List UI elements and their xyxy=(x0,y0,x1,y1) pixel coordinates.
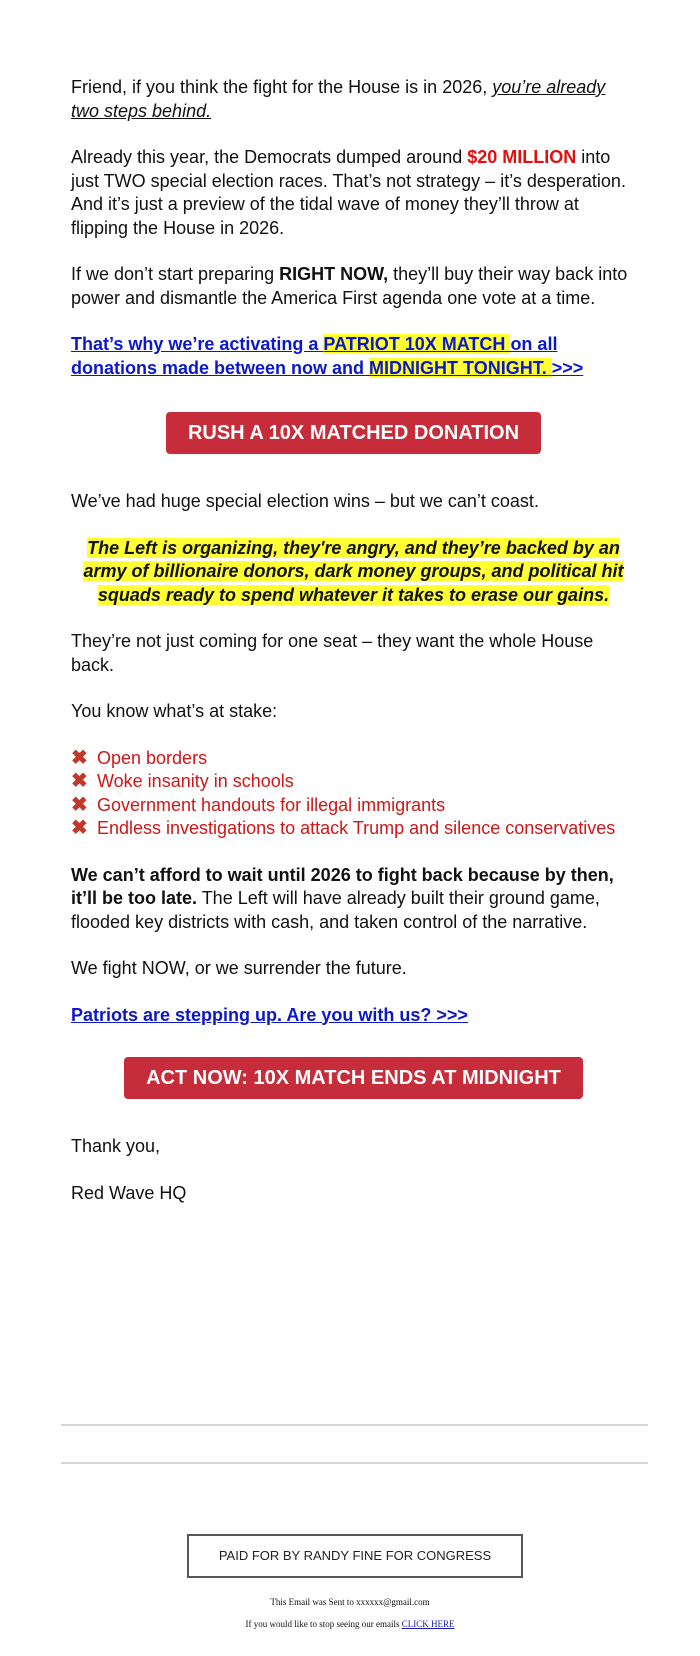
list-item: ✖ Endless investigations to attack Trump and silence conservatives xyxy=(71,817,616,839)
patriots-link[interactable]: Patriots are stepping up. Are you with us? >>> xyxy=(71,1004,468,1025)
amount-highlight: $20 MILLION xyxy=(467,147,577,167)
cross-mark-icon: ✖ xyxy=(71,817,88,839)
divider xyxy=(61,1462,648,1464)
rush-donation-button[interactable]: RUSH A 10X MATCHED DONATION xyxy=(166,412,541,454)
act-now-button[interactable]: ACT NOW: 10X MATCH ENDS AT MIDNIGHT xyxy=(124,1057,583,1099)
callout-paragraph: The Left is organizing, they're angry, and they’re backed by an army of billionaire donors, dark money groups, and political hit squads ready to spend whatever it takes to erase our gains. xyxy=(83,537,624,605)
divider xyxy=(61,1424,648,1426)
wins-paragraph: We’ve had huge special election wins – but we can’t coast. xyxy=(71,491,539,511)
house-paragraph: They’re not just coming for one seat – they want the whole House back. xyxy=(71,631,594,675)
intro-paragraph: Friend, if you think the fight for the House is in 2026, you’re already two steps behind. xyxy=(71,77,606,121)
closing: Thank you, xyxy=(71,1136,161,1156)
urgency-paragraph: If we don’t start preparing RIGHT NOW, they’ll buy their way back into power and dismantle the America First agenda one vote at a time. xyxy=(71,264,628,308)
cross-mark-icon: ✖ xyxy=(71,770,88,792)
spending-paragraph: Already this year, the Democrats dumped around $20 MILLION into just TWO special election races. That’s not strategy – it’s desperation. And it’s just a preview of the tidal wave of money they’ll throw at flipping the House in 2026. xyxy=(71,147,626,238)
stakes-list xyxy=(71,747,636,841)
list-item: ✖ Open borders xyxy=(71,746,208,769)
email-body xyxy=(71,76,636,1228)
sent-to-text: This Email was Sent to xxxxxx@gmail.com xyxy=(270,1597,430,1607)
match-link[interactable]: That’s why we’re activating a PATRIOT 10X MATCH on all donations made between now and MIDNIGHT TONIGHT. >>> xyxy=(71,334,584,378)
cross-mark-icon: ✖ xyxy=(71,746,88,769)
unsubscribe-link[interactable]: CLICK HERE xyxy=(401,1619,455,1629)
paid-for-disclaimer: PAID FOR BY RANDY FINE FOR CONGRESS xyxy=(187,1534,523,1578)
wait-paragraph: We can’t afford to wait until 2026 to fight back because by then, it’ll be too late. The Left will have already built their ground game, flooded key districts with cash, and taken control of the narrative. xyxy=(71,864,614,932)
stakes-intro: You know what’s at stake: xyxy=(71,701,278,721)
list-item: ✖ Woke insanity in schools xyxy=(71,770,294,792)
list-item: ✖ Government handouts for illegal immigrants xyxy=(71,793,446,816)
fight-now-paragraph: We fight NOW, or we surrender the future. xyxy=(71,958,407,978)
unsubscribe-line: If you would like to stop seeing our emails CLICK HERE xyxy=(245,1619,455,1629)
signature: Red Wave HQ xyxy=(71,1182,187,1203)
cross-mark-icon: ✖ xyxy=(71,793,88,816)
intro-emphasis: you’re already two steps behind. xyxy=(71,77,606,121)
